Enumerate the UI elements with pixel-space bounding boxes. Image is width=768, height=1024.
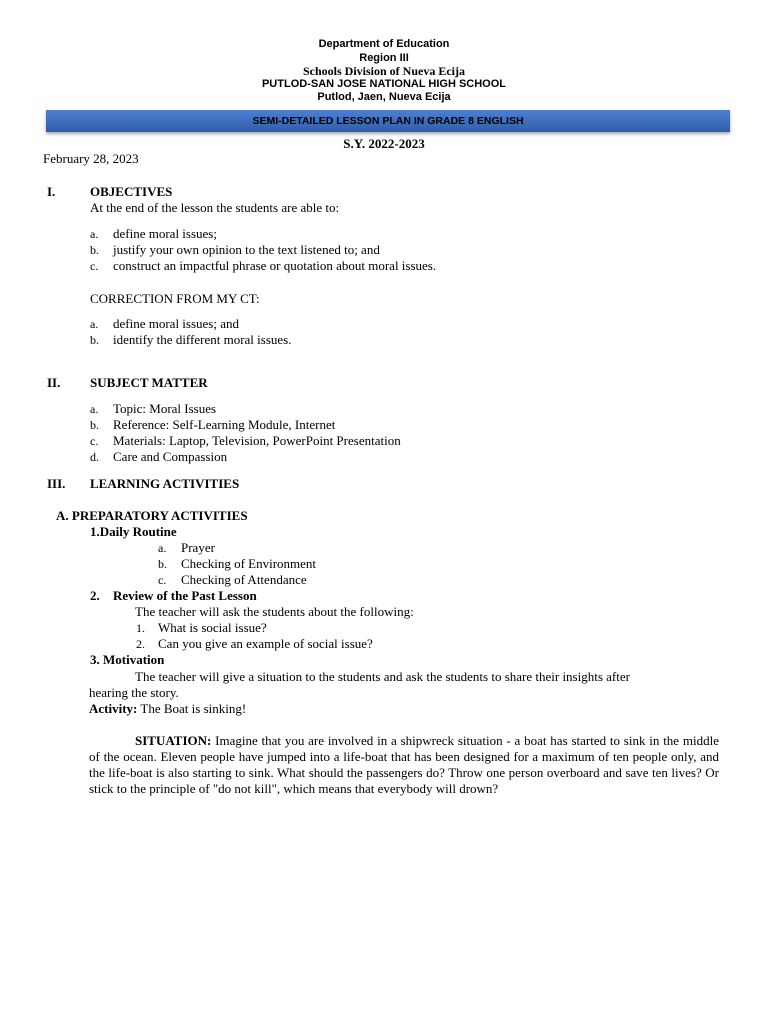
- list-marker: b.: [90, 418, 99, 432]
- lesson-plan-banner: SEMI-DETAILED LESSON PLAN IN GRADE 8 ENGLISH: [46, 110, 730, 132]
- section-title: SUBJECT MATTER: [90, 375, 208, 390]
- list-marker: c.: [158, 573, 167, 587]
- situation-text: Imagine that you are involved in a shipwreck situation - a boat has started to sink in the middle of the ocean. Eleven people have jumped into a life-boat that has been designed for a maximum of ten people only, and the life-boat is also starting to sink. What should the passengers do? Throw one person overboard and save ten lives? Or stick to the principle of "do not kill", which means that everybody will drown?: [89, 733, 719, 796]
- section-number: II.: [47, 375, 61, 390]
- section-title: LEARNING ACTIVITIES: [90, 476, 240, 491]
- list-marker: b.: [90, 243, 99, 257]
- objectives-intro: At the end of the lesson the students are able to:: [90, 200, 340, 215]
- list-marker: a.: [90, 402, 99, 416]
- list-item: Care and Compassion: [113, 449, 228, 464]
- list-item: define moral issues; and: [113, 316, 239, 331]
- motivation-title: 3. Motivation: [90, 652, 165, 667]
- section-number: I.: [47, 184, 56, 199]
- list-marker: 2.: [136, 637, 145, 651]
- list-item: Reference: Self-Learning Module, Internet: [113, 417, 336, 432]
- review-title: Review of the Past Lesson: [113, 588, 257, 603]
- header-school: PUTLOD-SAN JOSE NATIONAL HIGH SCHOOL: [261, 78, 507, 90]
- section-number: III.: [47, 476, 66, 491]
- list-marker: 2.: [90, 588, 100, 603]
- list-marker: c.: [90, 434, 99, 448]
- list-marker: c.: [90, 259, 99, 273]
- list-item: Prayer: [181, 540, 215, 555]
- situation-paragraph: [89, 733, 719, 797]
- daily-routine-title: 1.Daily Routine: [90, 524, 177, 539]
- school-year: S.Y. 2022-2023: [343, 136, 425, 151]
- list-item: Topic: Moral Issues: [113, 401, 217, 416]
- list-marker: b.: [158, 557, 167, 571]
- activity-line: [89, 701, 246, 717]
- list-item: Materials: Laptop, Television, PowerPoint Presentation: [113, 433, 401, 448]
- subsection-title: A. PREPARATORY ACTIVITIES: [56, 508, 248, 523]
- situation-label: SITUATION:: [135, 733, 212, 748]
- activity-label: Activity:: [89, 701, 138, 716]
- motivation-text-line2: hearing the story.: [89, 685, 179, 700]
- list-item: Checking of Environment: [181, 556, 317, 571]
- list-marker: b.: [90, 333, 99, 347]
- list-item: define moral issues;: [113, 226, 217, 241]
- correction-title: CORRECTION FROM MY CT:: [90, 291, 260, 306]
- list-marker: d.: [90, 450, 99, 464]
- list-item: Checking of Attendance: [181, 572, 307, 587]
- header-division: Schools Division of Nueva Ecija: [302, 64, 465, 78]
- lesson-date: February 28, 2023: [43, 151, 139, 166]
- section-title: OBJECTIVES: [90, 184, 173, 199]
- list-marker: a.: [90, 317, 99, 331]
- header-address: Putlod, Jaen, Nueva Ecija: [317, 91, 451, 103]
- motivation-text-line1: The teacher will give a situation to the students and ask the students to share their insights after: [135, 669, 630, 684]
- review-intro: The teacher will ask the students about the following:: [135, 604, 414, 619]
- list-item: construct an impactful phrase or quotation about moral issues.: [113, 258, 437, 273]
- list-item: identify the different moral issues.: [113, 332, 292, 347]
- list-marker: a.: [158, 541, 167, 555]
- header-region: Region III: [359, 52, 409, 64]
- list-item: What is social issue?: [158, 620, 267, 635]
- list-item: justify your own opinion to the text listened to; and: [113, 242, 380, 257]
- list-marker: a.: [90, 227, 99, 241]
- header-department: Department of Education: [318, 38, 450, 50]
- list-marker: 1.: [136, 621, 145, 635]
- list-item: Can you give an example of social issue?: [158, 636, 373, 651]
- activity-text: The Boat is sinking!: [137, 701, 247, 716]
